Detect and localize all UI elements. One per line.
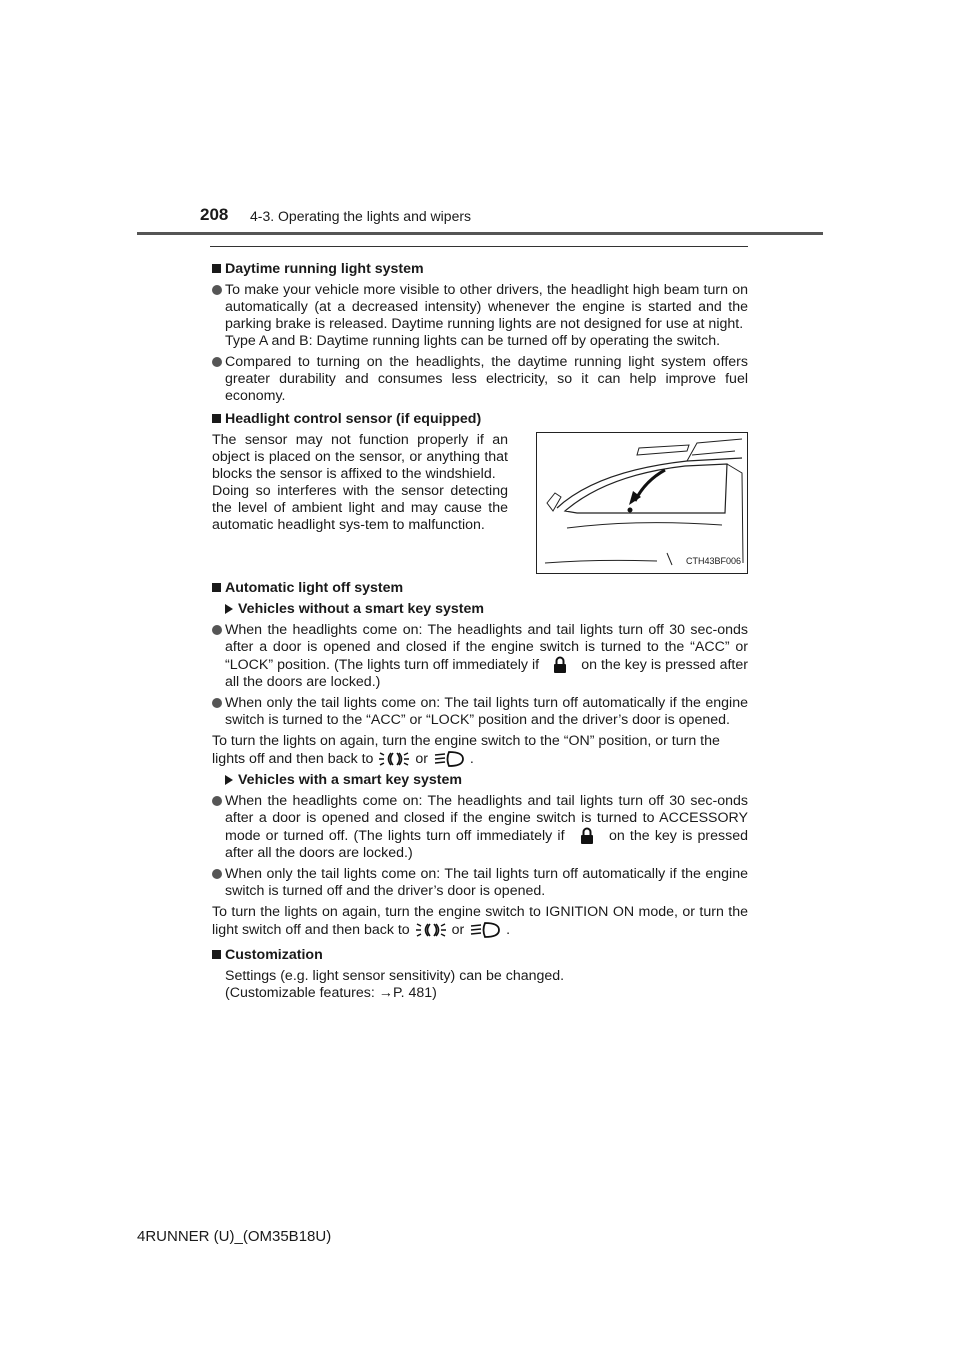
parking-lights-icon	[377, 750, 411, 768]
square-bullet-icon	[212, 264, 221, 273]
triangle-bullet-icon	[225, 775, 233, 785]
square-bullet-icon	[212, 950, 221, 959]
drl-bullet-2: Compared to turning on the headlights, the daytime running light system offers greater durability and consumes less electricity, so it can help improve fuel economy.	[212, 354, 748, 405]
subheading-smart-key: Vehicles with a smart key system	[212, 772, 748, 789]
smart-key-bullet-1: When the headlights come on: The headlights and tail lights turn off 30 sec-onds after a door is opened and closed if the engine switch is turned to ACCESSORY mode or turned off. (The lights turn off immediately if on the key is pressed after all the doors are locked.)	[212, 793, 748, 862]
figure-code: CTH43BF006	[685, 556, 741, 566]
header-rule	[137, 232, 823, 235]
windshield-figure	[536, 432, 748, 574]
parking-lights-icon	[414, 921, 448, 939]
heading-customization: Customization	[212, 947, 748, 964]
square-bullet-icon	[212, 583, 221, 592]
main-content	[212, 255, 748, 1002]
no-smart-key-bullet-2: When only the tail lights come on: The tail lights turn off automatically if the engine switch is turned to the “ACC” or “LOCK” position and the driver’s door is opened.	[212, 695, 748, 729]
headlights-icon	[432, 750, 466, 768]
drl-bullet-1: To make your vehicle more visible to other drivers, the headlight high beam turn on automatically (at a decreased intensity) whenever the engine is started and the parking brake is released. Daytime running lights are not designed for use at night. Type A and B: Daytime running lights can be turned off by operating the switch.	[212, 282, 748, 350]
bullet-dot-icon	[212, 869, 222, 879]
content-rule	[210, 246, 748, 247]
smart-key-bullet-2: When only the tail lights come on: The tail lights turn off automatically if the engine switch is turned off and the driver’s door is opened.	[212, 866, 748, 900]
headlights-icon	[468, 921, 502, 939]
lock-icon	[543, 656, 577, 674]
triangle-bullet-icon	[225, 604, 233, 614]
section-title: 4-3. Operating the lights and wipers	[250, 208, 472, 224]
smart-key-paragraph: To turn the lights on again, turn the engine switch to IGNITION ON mode, or turn the light switch off and then back to or .	[212, 904, 748, 938]
lock-icon	[570, 827, 604, 845]
sensor-row	[212, 432, 748, 574]
no-smart-key-bullet-1: When the headlights come on: The headlights and tail lights turn off 30 sec-onds after a door is opened and closed if the engine switch is turned to the “ACC” or “LOCK” position. (The lights turn off immediately if on the key is pressed after all the doors are locked.)	[212, 622, 748, 691]
heading-sensor: Headlight control sensor (if equipped)	[212, 411, 748, 428]
square-bullet-icon	[212, 414, 221, 423]
bullet-dot-icon	[212, 698, 222, 708]
heading-drl: Daytime running light system	[212, 261, 748, 278]
bullet-dot-icon	[212, 357, 222, 367]
customization-text: Settings (e.g. light sensor sensitivity) can be changed. (Customizable features: →P. 481)	[225, 968, 565, 1001]
heading-auto-off: Automatic light off system	[212, 580, 748, 597]
bullet-dot-icon	[212, 796, 222, 806]
bullet-dot-icon	[212, 625, 222, 635]
sensor-text: The sensor may not function properly if an object is placed on the sensor, or anything that blocks the sensor is affixed to the windshield. Doing so interferes with the sensor detecting the level of ambient light and may cause the automatic headlight sys-tem to malfunction.	[212, 432, 508, 533]
windshield-sensor-illustration	[537, 433, 747, 573]
no-smart-key-paragraph: To turn the lights on again, turn the engine switch to the “ON” position, or turn the lights off and then back to or .	[212, 733, 720, 767]
footer-model: 4RUNNER (U)_(OM35B18U)	[137, 1228, 332, 1245]
page-number: 208	[200, 205, 229, 224]
bullet-dot-icon	[212, 285, 222, 295]
subheading-no-smart-key: Vehicles without a smart key system	[212, 601, 748, 618]
